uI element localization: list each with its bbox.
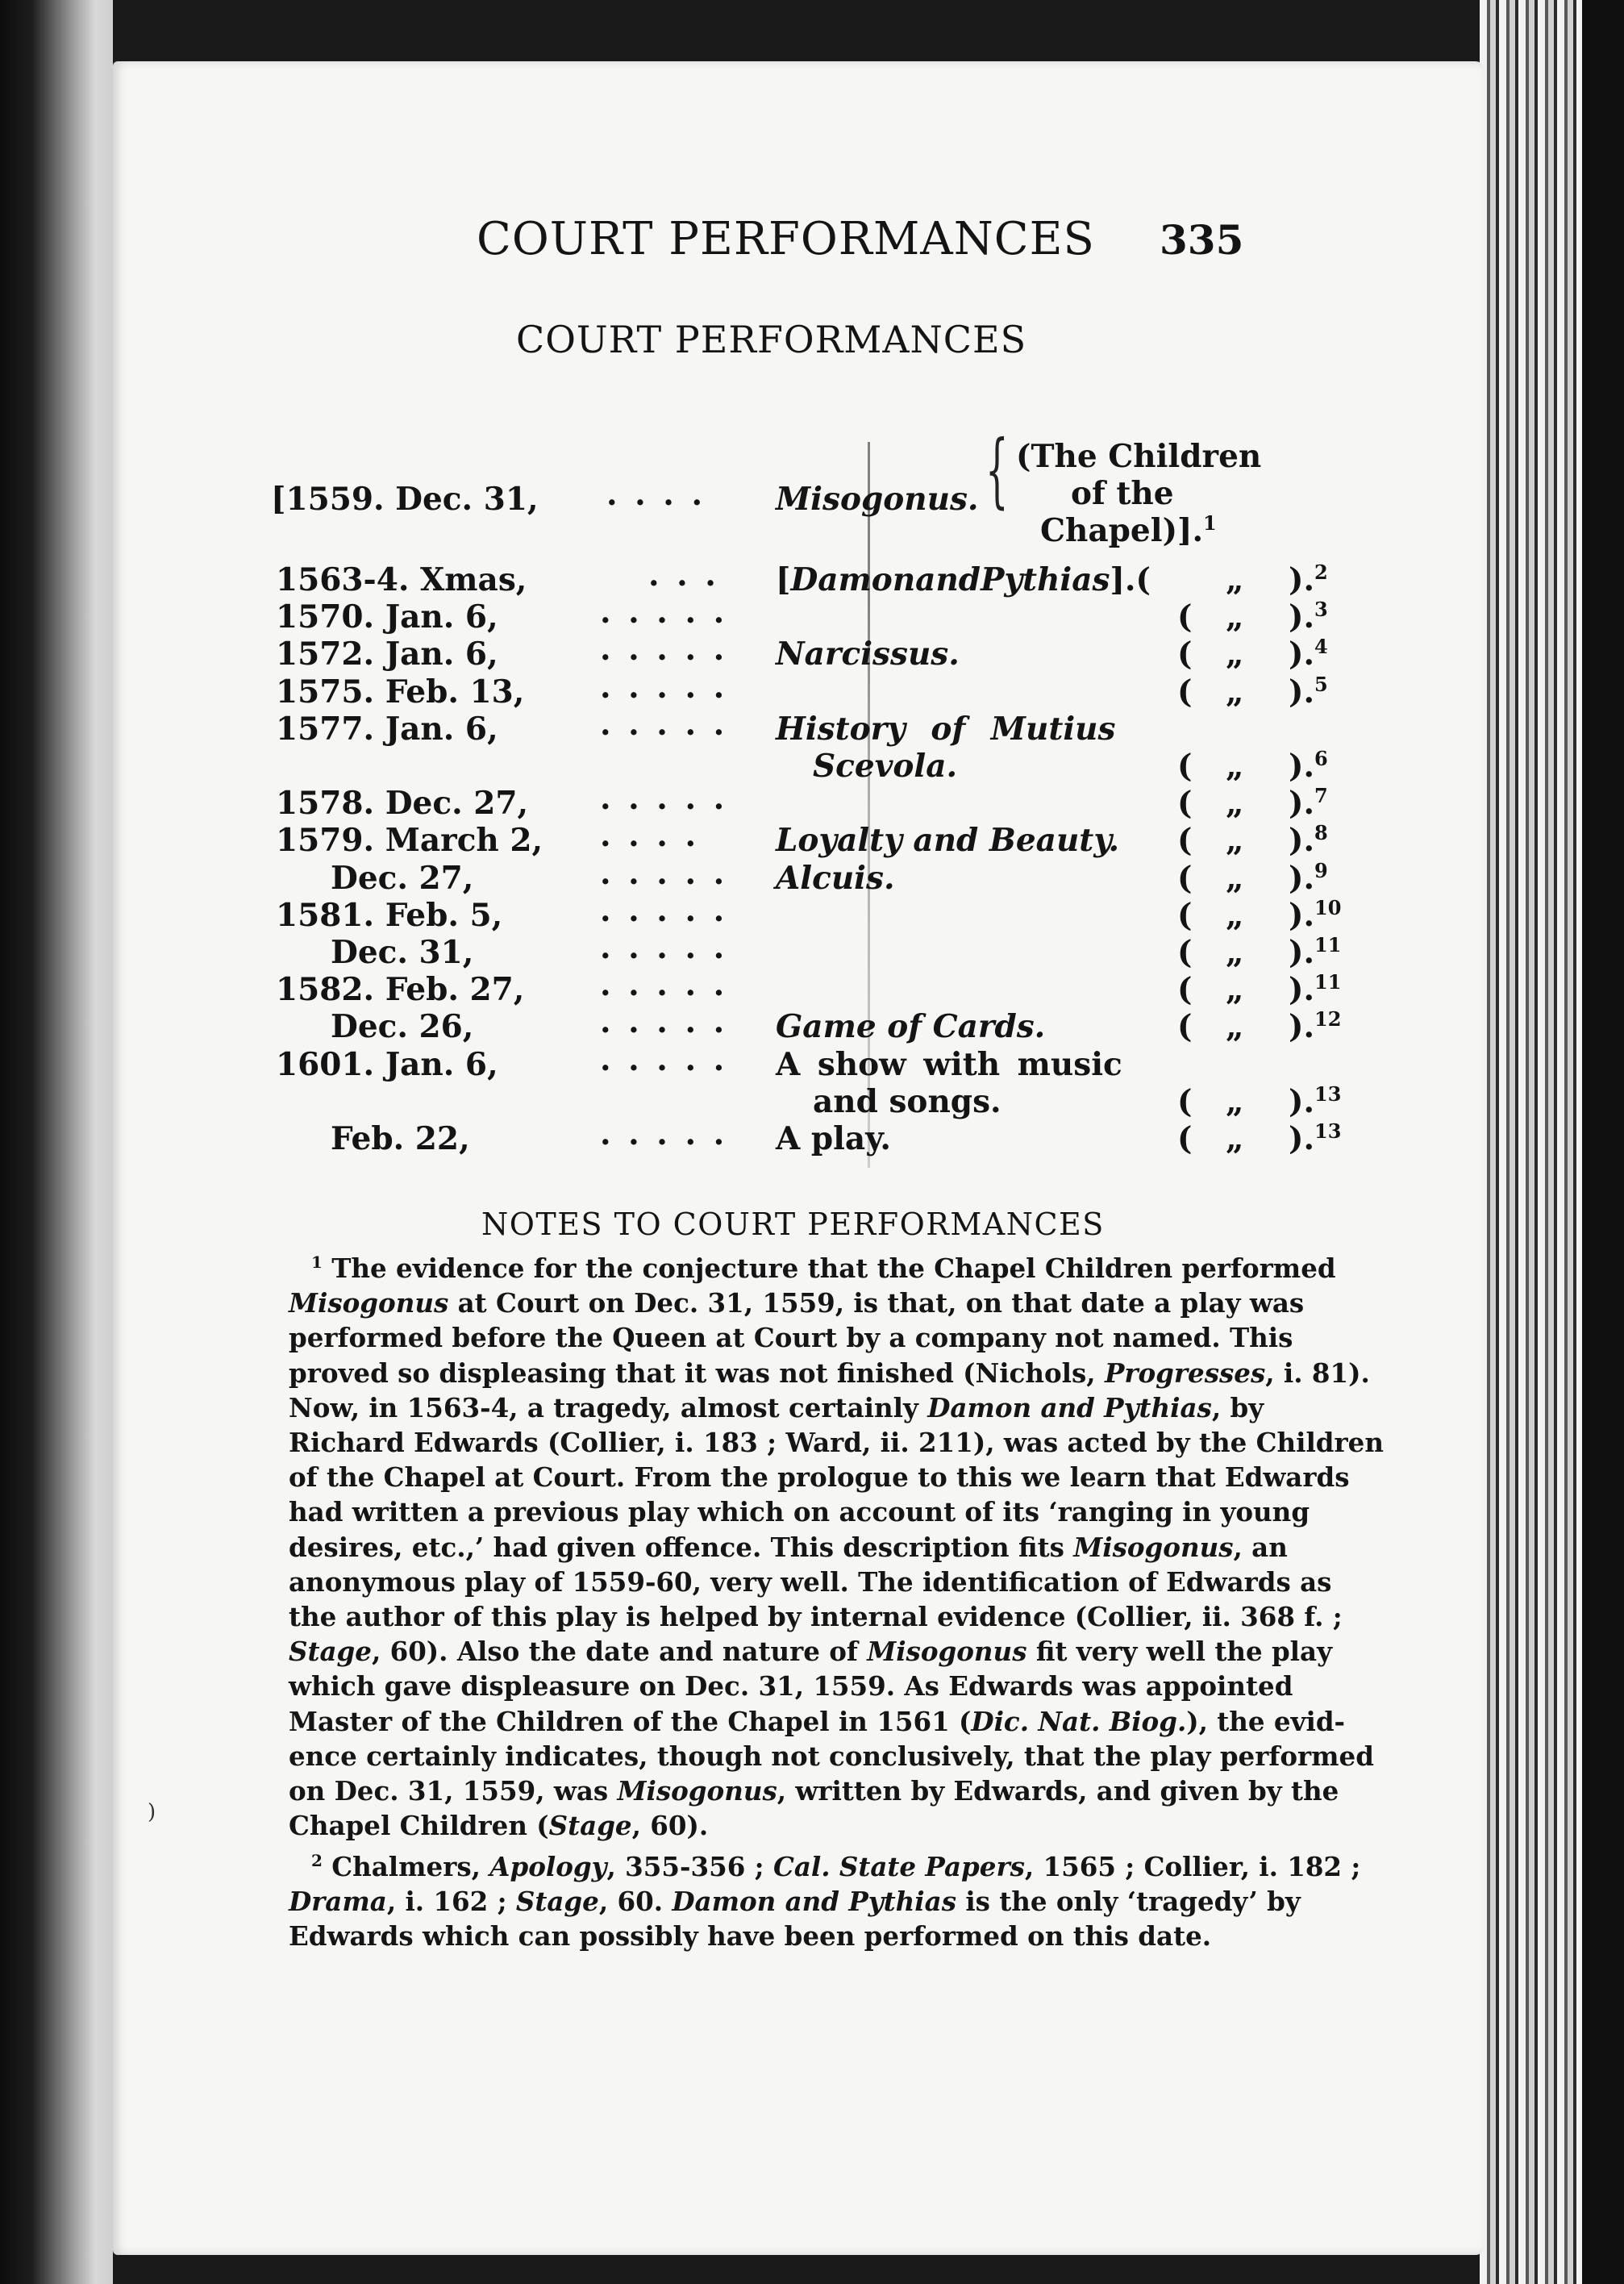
- italic-title: Misogonus: [867, 1636, 1027, 1668]
- footnote-line: [289, 1849, 1361, 1884]
- company-paren: (: [1177, 822, 1193, 860]
- company-close: [1289, 822, 1328, 859]
- close-paren: ).: [1289, 934, 1315, 971]
- company-close: [1289, 897, 1341, 934]
- company-close: [1289, 748, 1328, 785]
- footnote-text: performed before the Queen at Court by a company not named. This: [289, 1322, 1293, 1354]
- book-page-edges: [1480, 0, 1624, 2284]
- entry-play: [813, 748, 957, 785]
- footnote-number: 1: [311, 1252, 323, 1273]
- footnote-text: Now, in 1563-4, a tragedy, almost certainly: [289, 1391, 928, 1423]
- footnote-line: [289, 1356, 1370, 1390]
- footnote-ref: 9: [1314, 858, 1328, 882]
- close-paren: ).: [1289, 785, 1315, 823]
- close-paren: ).: [1289, 561, 1315, 598]
- footnote-text: , 60). Also the date and nature of: [371, 1636, 868, 1668]
- company-paren: (: [1177, 971, 1193, 1009]
- italic-title: Stage: [289, 1636, 372, 1668]
- leader-dots: . . . . .: [600, 891, 728, 929]
- entry-date: 1601. Jan. 6,: [276, 1045, 498, 1083]
- footnote-line: [289, 1884, 1301, 1919]
- footnote-ref: 8: [1314, 821, 1328, 845]
- play-title: Alcuis.: [776, 859, 895, 897]
- footnote-line: [289, 1390, 1264, 1425]
- footnote-ref: 7: [1314, 784, 1328, 808]
- ditto-mark: „: [1226, 971, 1244, 1009]
- entry-date: Dec. 26,: [331, 1008, 474, 1046]
- footnote-line: [289, 1286, 1305, 1320]
- ditto-mark: „: [1226, 822, 1244, 860]
- entry-date: Dec. 31,: [331, 934, 474, 971]
- footnote-ref: 12: [1314, 1007, 1342, 1032]
- company-close: [1289, 971, 1341, 1008]
- entry-play: [813, 1083, 1001, 1120]
- company-close: [1289, 785, 1328, 822]
- footnote-line: [289, 1460, 1350, 1494]
- footnote-text: , 60).: [631, 1810, 709, 1842]
- entry-play: [776, 860, 895, 897]
- italic-title: Misogonus: [289, 1287, 449, 1319]
- ditto-mark: „: [1226, 1120, 1244, 1157]
- footnote-text: ), the evid-: [1186, 1705, 1346, 1737]
- footnote-line: [289, 1530, 1288, 1565]
- footnote-text: Chapel Children (: [289, 1810, 549, 1842]
- play-text: A play.: [776, 1120, 891, 1157]
- entry-play: [776, 1046, 1122, 1083]
- footnote-line: [289, 1251, 1336, 1286]
- close-paren: ).: [1289, 1008, 1315, 1046]
- entry-date: [1559. Dec. 31,: [271, 481, 539, 518]
- entry-date: 1575. Feb. 13,: [276, 673, 525, 711]
- ditto-mark: „: [1226, 1008, 1244, 1046]
- close-paren: ).: [1289, 896, 1315, 934]
- footnote-text: anonymous play of 1559-60, very well. The identification of Edwards as: [289, 1565, 1332, 1598]
- italic-title: Damon and Pythias: [927, 1391, 1212, 1423]
- footnote-text: proved so displeasing that it was not finished (Nichols,: [289, 1357, 1105, 1389]
- footnote-text: the author of this play is helped by internal evidence (Collier, ii. 368 f. ;: [289, 1601, 1343, 1633]
- entry-date: 1579. March 2,: [276, 822, 543, 860]
- entry-date: 1582. Feb. 27,: [276, 971, 525, 1009]
- footnote-line: [289, 1773, 1339, 1808]
- footnote-text: , written by Edwards, and given by the: [777, 1775, 1339, 1807]
- play-text: ].(: [1110, 561, 1151, 598]
- footnote-ref: 11: [1314, 933, 1342, 957]
- leader-dots: . . . . .: [600, 594, 728, 631]
- company-close: [1289, 598, 1328, 636]
- leader-dots: . . . . .: [600, 631, 728, 669]
- footnote-line: [289, 1669, 1293, 1703]
- footnote-line: [289, 1494, 1310, 1529]
- footnote-line: [289, 1808, 1208, 1843]
- ditto-mark: „: [1226, 673, 1244, 711]
- italic-title: Apology: [489, 1851, 607, 1882]
- close-paren: ).: [1289, 636, 1315, 673]
- company-close: [1289, 561, 1328, 598]
- ditto-mark: „: [1226, 785, 1244, 823]
- italic-title: Stage: [548, 1810, 632, 1842]
- footnote-ref: 2: [1314, 561, 1328, 584]
- entry-play: [776, 1008, 1045, 1045]
- play-title: Scevola.: [813, 748, 958, 785]
- footnote-text: on Dec. 31, 1559, was: [289, 1775, 618, 1807]
- entry-date: 1563-4. Xmas,: [276, 561, 527, 598]
- footnote-text: Master of the Children of the Chapel in 1561 (: [289, 1705, 972, 1737]
- ditto-mark: „: [1226, 748, 1244, 785]
- running-title: COURT PERFORMANCES: [477, 213, 1095, 265]
- margin-mark: ): [148, 1800, 156, 1824]
- close-paren: ).: [1289, 673, 1315, 711]
- company-paren: (: [1177, 934, 1193, 971]
- footnote-text: is the only ‘tragedy’ by: [956, 1886, 1301, 1918]
- footnote-line: [289, 1704, 1346, 1739]
- leader-dots: . . . .: [600, 817, 700, 855]
- leader-dots: . . . . .: [600, 1003, 728, 1041]
- ditto-mark: „: [1226, 561, 1244, 598]
- footnote-text: , 1565 ; Collier, i. 182 ;: [1024, 1851, 1361, 1882]
- leader-dots: . . . . .: [600, 854, 728, 892]
- play-title: Game of Cards.: [776, 1008, 1046, 1046]
- entry-date: 1581. Feb. 5,: [276, 896, 503, 934]
- play-title: Narcissus.: [776, 636, 960, 673]
- page-number: 335: [1160, 216, 1244, 264]
- company-paren: (: [1177, 673, 1193, 711]
- entry-play: [776, 561, 1151, 598]
- footnote-text: , 355-356 ;: [606, 1851, 773, 1882]
- company-paren: (: [1177, 896, 1193, 934]
- close-paren: ).: [1289, 971, 1315, 1009]
- company-paren: (: [1177, 1120, 1193, 1157]
- italic-title: Damon and Pythias: [672, 1886, 956, 1918]
- footnote-text: Edwards which can possibly have been performed on this date.: [289, 1920, 1212, 1953]
- company-close: [1289, 860, 1328, 897]
- entry-date: 1570. Jan. 6,: [276, 598, 498, 636]
- leader-dots: . . .: [648, 556, 719, 594]
- company-paren: (: [1177, 1008, 1193, 1046]
- footnote-text: The evidence for the conjecture that the Chapel Children performed: [322, 1252, 1336, 1284]
- company-text: Chapel)].: [1040, 512, 1204, 549]
- footnote-text: , by: [1211, 1391, 1264, 1423]
- italic-title: Drama: [289, 1886, 387, 1918]
- footnote-text: , an: [1233, 1531, 1288, 1563]
- company-close: [1289, 1008, 1341, 1045]
- company-paren: (: [1177, 1082, 1193, 1120]
- play-title: History of Mutius: [776, 710, 1116, 748]
- footnote-line: [289, 1425, 1384, 1460]
- italic-title: Progresses: [1104, 1357, 1266, 1389]
- footnote-text: Chalmers,: [322, 1851, 490, 1882]
- footnote-ref: 6: [1314, 747, 1328, 770]
- footnote-line: [289, 1565, 1332, 1599]
- footnote-number: 2: [311, 1851, 323, 1871]
- ditto-mark: „: [1226, 1082, 1244, 1120]
- close-paren: ).: [1289, 598, 1315, 636]
- entry-company: of the: [1071, 475, 1174, 512]
- company-paren: (: [1177, 636, 1193, 673]
- entry-play: [776, 636, 960, 673]
- close-paren: ).: [1289, 822, 1315, 860]
- footnote-text: , 60.: [598, 1886, 673, 1918]
- close-paren: ).: [1289, 1120, 1315, 1157]
- italic-title: Misogonus: [617, 1775, 777, 1807]
- play-text: and songs.: [813, 1082, 1001, 1120]
- play-title: Loyalty and Beauty.: [776, 822, 1120, 860]
- footnote-text: of the Chapel at Court. From the prologue to this we learn that Edwards: [289, 1461, 1350, 1494]
- ditto-mark: „: [1226, 934, 1244, 971]
- close-paren: ).: [1289, 1082, 1315, 1120]
- entry-company: (The Children: [1016, 438, 1262, 475]
- play-title: DamonandPythias: [790, 561, 1110, 598]
- leader-dots: . . . . .: [600, 1115, 728, 1152]
- footnote-text: fit very well the play: [1026, 1636, 1332, 1668]
- footnote-line: [289, 1634, 1332, 1669]
- entry-date: Feb. 22,: [331, 1120, 470, 1157]
- company-close: [1289, 636, 1328, 673]
- footnote-ref: 1: [1203, 511, 1217, 535]
- footnote-text: at Court on Dec. 31, 1559, is that, on that date a play was: [448, 1287, 1305, 1319]
- leader-dots: . . . . .: [600, 780, 728, 818]
- close-paren: ).: [1289, 859, 1315, 897]
- entry-date: 1578. Dec. 27,: [276, 785, 529, 823]
- leader-dots: . . . . .: [600, 668, 728, 706]
- footnote-1: [289, 1251, 1384, 1843]
- entry-play: [776, 822, 1119, 859]
- leader-dots: . . . . .: [600, 705, 728, 743]
- footnote-text: Richard Edwards (Collier, i. 183 ; Ward, ii. 211), was acted by the Children: [289, 1427, 1384, 1459]
- company-paren: (: [1177, 598, 1193, 636]
- footnote-line: [289, 1320, 1293, 1355]
- company-brace: {: [985, 423, 1009, 517]
- leader-dots: . . . . .: [600, 966, 728, 1004]
- book-page: [113, 61, 1484, 2255]
- company-close: [1289, 1120, 1341, 1157]
- entry-company: [1040, 512, 1217, 549]
- ditto-mark: „: [1226, 859, 1244, 897]
- footnote-text: ence certainly indicates, though not conclusively, that the play performed: [289, 1740, 1374, 1772]
- entry-play: [776, 711, 1115, 748]
- footnote-ref: 10: [1314, 895, 1342, 919]
- footnote-2: [289, 1849, 1361, 1954]
- company-close: [1289, 673, 1328, 711]
- footnote-line: [289, 1599, 1343, 1634]
- entry-play: [776, 1120, 891, 1157]
- footnote-ref: 13: [1314, 1119, 1342, 1143]
- table-title: COURT PERFORMANCES: [516, 318, 1027, 361]
- company-close: [1289, 934, 1341, 971]
- footnote-ref: 3: [1314, 598, 1328, 622]
- company-paren: (: [1177, 785, 1193, 823]
- ditto-mark: „: [1226, 598, 1244, 636]
- company-paren: (: [1177, 748, 1193, 785]
- adjacent-page-edge: [0, 0, 113, 2284]
- footnote-ref: 5: [1314, 672, 1328, 696]
- ditto-mark: „: [1226, 896, 1244, 934]
- italic-title: Misogonus: [1073, 1531, 1234, 1563]
- leader-dots: . . . .: [606, 476, 706, 513]
- footnote-line: [289, 1739, 1374, 1773]
- play-bracket: [: [776, 561, 791, 598]
- footnote-ref: 11: [1314, 970, 1342, 994]
- footnote-text: desires, etc.,’ had given offence. This description fits: [289, 1531, 1074, 1563]
- footnote-line: [289, 1919, 1212, 1953]
- footnote-text: which gave displeasure on Dec. 31, 1559. As Edwards was appointed: [289, 1670, 1293, 1703]
- entry-play: Misogonus.: [776, 481, 979, 518]
- footnote-ref: 4: [1314, 635, 1328, 659]
- company-paren: (: [1177, 859, 1193, 897]
- close-paren: ).: [1289, 748, 1315, 785]
- play-text: A show with music: [776, 1045, 1122, 1083]
- footnote-text: , i. 81).: [1265, 1357, 1370, 1389]
- italic-title: Stage: [515, 1886, 599, 1918]
- italic-title: Dic. Nat. Biog.: [971, 1705, 1187, 1737]
- ditto-mark: „: [1226, 636, 1244, 673]
- entry-date: Dec. 27,: [331, 859, 474, 897]
- leader-dots: . . . . .: [600, 929, 728, 966]
- entry-date: 1572. Jan. 6,: [276, 636, 498, 673]
- notes-title: NOTES TO COURT PERFORMANCES: [481, 1207, 1105, 1242]
- company-close: [1289, 1083, 1341, 1120]
- italic-title: Cal. State Papers: [772, 1851, 1025, 1882]
- footnote-ref: 13: [1314, 1082, 1342, 1106]
- leader-dots: . . . . .: [600, 1040, 728, 1078]
- entry-date: 1577. Jan. 6,: [276, 710, 498, 748]
- footnote-text: , i. 162 ;: [386, 1886, 516, 1918]
- footnote-text: had written a previous play which on account of its ‘ranging in young: [289, 1496, 1310, 1528]
